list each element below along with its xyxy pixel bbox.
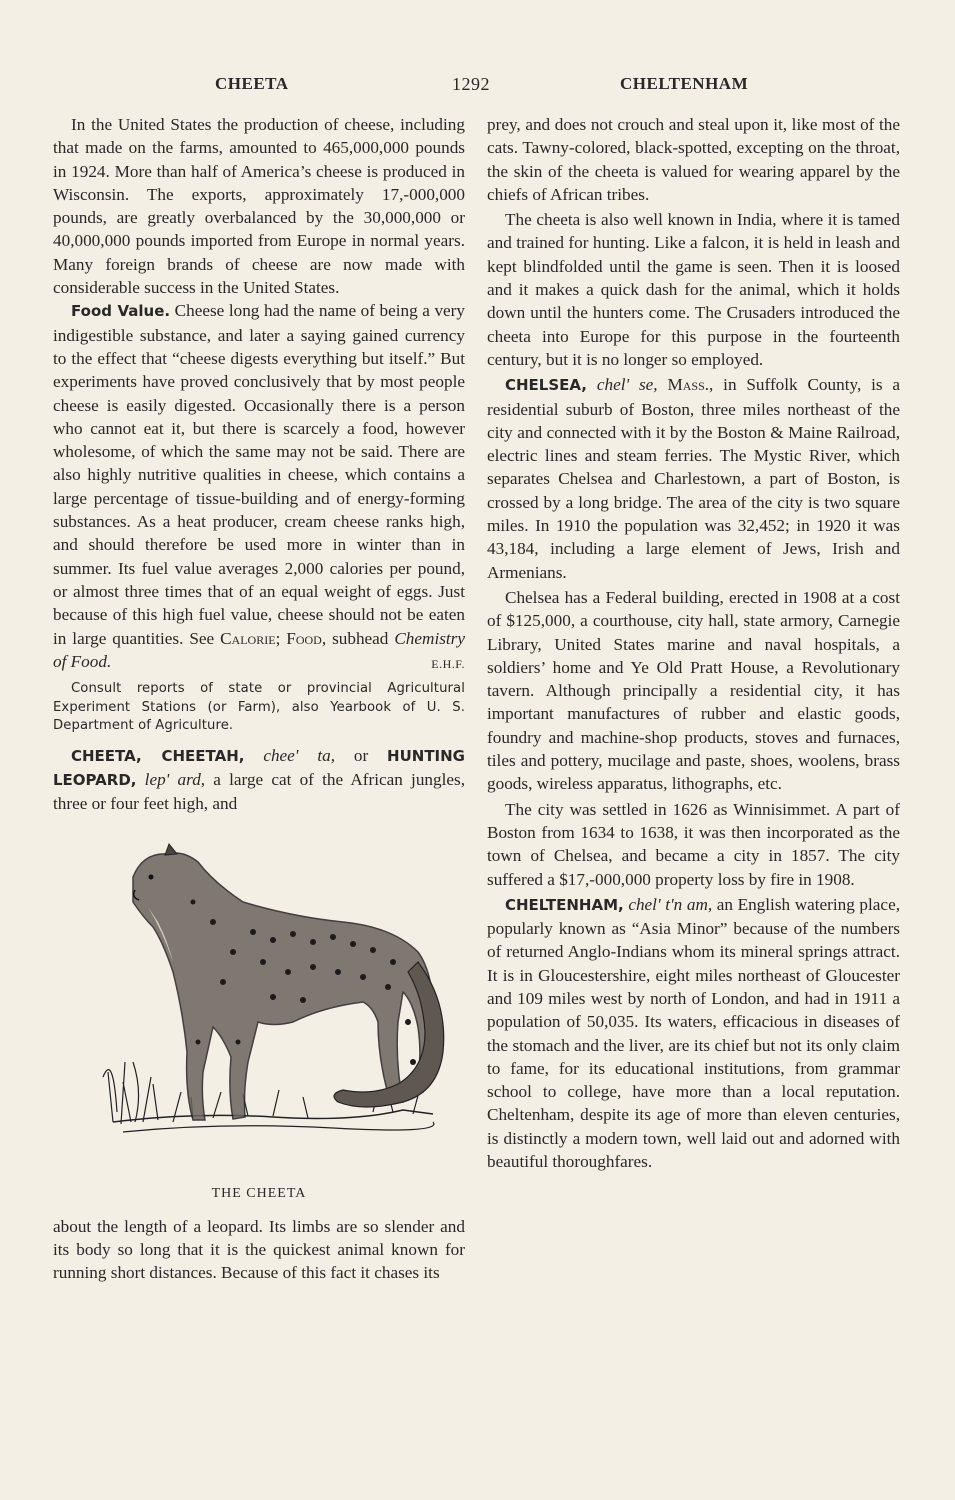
chelsea-buildings-paragraph: Chelsea has a Federal building, erected in 1908 at a cost of $125,000, a courthouse, city hall, state armory, Carnegie Library, United States marine and naval hospitals, a soldiers’ home and Ye Old Pratt House, a Revolutionary tavern. Although principally a residential city, it has important manufactures of rubber and elastic goods, foundry and machine-shop products, stoves and furnaces, tiles and pottery, mucilage and paste, shoes, woolens, brass goods, wireless apparatus, lithographs, etc. bbox=[487, 587, 900, 794]
food-value-heading: Food Value. bbox=[71, 302, 171, 321]
cheltenham-pronunciation: chel' t'n am, bbox=[623, 894, 713, 914]
chelsea-pronunciation: chel' se, bbox=[587, 375, 658, 395]
cheetah-engraving-icon bbox=[73, 822, 453, 1177]
food-value-paragraph bbox=[53, 299, 465, 673]
cheeta-pronunciation: chee' ta, bbox=[244, 745, 335, 765]
header-right-title: CHELTENHAM bbox=[620, 74, 749, 93]
author-initials: E.H.F. bbox=[431, 656, 465, 671]
cheeta-figure bbox=[53, 822, 465, 1182]
chelsea-entry-paragraph bbox=[487, 373, 900, 584]
consult-note: Consult reports of state or provincial Agricultural Experiment Stations (or Farm), also Yearbook of U. S. Department of Agriculture. bbox=[53, 681, 465, 734]
chelsea-heading: CHELSEA, bbox=[505, 376, 588, 395]
left-column bbox=[53, 113, 465, 1285]
hunting-leopard-heading: HUNTING LEOPARD, bbox=[53, 746, 465, 789]
calorie-reference: Calorie bbox=[220, 628, 276, 648]
cheeta-india-paragraph: The cheeta is also well known in India, where it is tamed and trained for hunting. Like a falcon, it is held in leash and kept blindfolded until the game is seen. Then it is loosed and it makes a quick dash for the animal, which it holds down until the hunters come. The Crusaders introduced the cheeta into Europe for this purpose in the fourteenth century, but it is no longer so employed. bbox=[487, 210, 900, 369]
chelsea-text: , in Suffolk County, is a residential suburb of Boston, three miles northeast of the city and connected with it by the Boston & Maine Railroad, electric lines and steam ferries. The Mystic River, which separates Chelsea and Charlestown, a part of Boston, is crossed by a long bridge. The area of the city is two square miles. In 1910 the population was 32,452; in 1920 it was 43,184, including a large element of Jews, Irish and Armenians. bbox=[487, 375, 901, 582]
food-value-text: Cheese long had the name of being a very indigestible substance, and later a saying gained currency to the effect that “cheese digests everything but itself.” But experiments have proved conclusively that by most people cheese is easily digested. Occasionally there is a person who cannot eat it, but there is scarcely a food, however wholesome, of which the same may not be said. There are also highly nutritive qualities in cheese, which contains a large percentage of tissue-building and of energy-forming substances. As a heat producer, cream cheese ranks high, and should therefore be used more in winter than in summer. Its fuel value averages 2,000 calories per pound, or almost three times that of an equal weight of eggs. Just because of this high fuel value, cheese should not be eaten in large quantities. See bbox=[53, 301, 465, 648]
cheeta-entry-paragraph bbox=[53, 744, 465, 816]
cheeta-text: a large cat of the African jungles, three or four feet high, and bbox=[53, 769, 465, 814]
cheltenham-entry-paragraph bbox=[487, 893, 900, 1174]
cheeta-heading: CHEETA, CHEETAH, bbox=[71, 746, 245, 765]
chelsea-history-paragraph: The city was settled in 1626 as Winnisimmet. A part of Boston from 1634 to 1638, it was then incorporated as the town of Chelsea, and became a city in 1857. The city suffered a $17,-000,000 property loss by fire in 1908. bbox=[487, 799, 900, 889]
cheeta-prey-paragraph: prey, and does not crouch and steal upon it, like most of the cats. Tawny-colored, black-spotted, excepting on the throat, the skin of the cheeta is valued for wearing apparel by the chiefs of African tribes. bbox=[487, 115, 900, 204]
running-header bbox=[0, 74, 955, 98]
food-reference: Food bbox=[286, 628, 322, 648]
cheltenham-heading: CHELTENHAM, bbox=[505, 895, 624, 914]
or-text: or bbox=[335, 745, 388, 765]
header-left-title: CHEETA bbox=[215, 74, 289, 93]
cheese-production-paragraph: In the United States the production of cheese, including that made on the farms, amounted to 465,000,000 pounds in 1924. More than half of America’s cheese is produced in Wisconsin. The exports, approximately 17,-000,000 pounds, are greatly overbalanced by the 30,000,000 or 40,000,000 pounds imported from Europe in normal years. Many foreign brands of cheese are now made with considerable success in the United States. bbox=[53, 115, 465, 298]
chelsea-state: Mass. bbox=[657, 375, 710, 395]
figure-caption: THE CHEETA bbox=[211, 1185, 307, 1201]
cheeta-continuation-paragraph: about the length of a leopard. Its limbs are so slender and its body so long that it is the quickest animal known for running short distances. Because of this fact it chases its bbox=[53, 1216, 465, 1283]
chemistry-of-food-reference: Chemistry of Food. bbox=[53, 628, 465, 671]
separator-text: ; bbox=[275, 628, 287, 648]
cheltenham-text: an English watering place, popularly known as “Asia Minor” because of the numbers of returned Anglo-Indians whom its mineral springs attract. It is in Gloucestershire, eight miles northeast of Gloucester and 109 miles west by north of London, and had in 1911 a population of 50,035. Its waters, efficacious in diseases of the stomach and the liver, are its chief but not its only claim to fame, for its educational institutions, from grammar school to college, have more than a local reputation. Cheltenham, despite its age of more than eleven centuries, is distinctly a modern town, well laid out and adorned with beautiful thoroughfares. bbox=[487, 894, 900, 1172]
subhead-text: , subhead bbox=[321, 628, 395, 648]
leopard-pronunciation: lep' ard, bbox=[136, 769, 206, 789]
right-column bbox=[487, 113, 900, 1173]
page-number: 1292 bbox=[452, 74, 490, 94]
